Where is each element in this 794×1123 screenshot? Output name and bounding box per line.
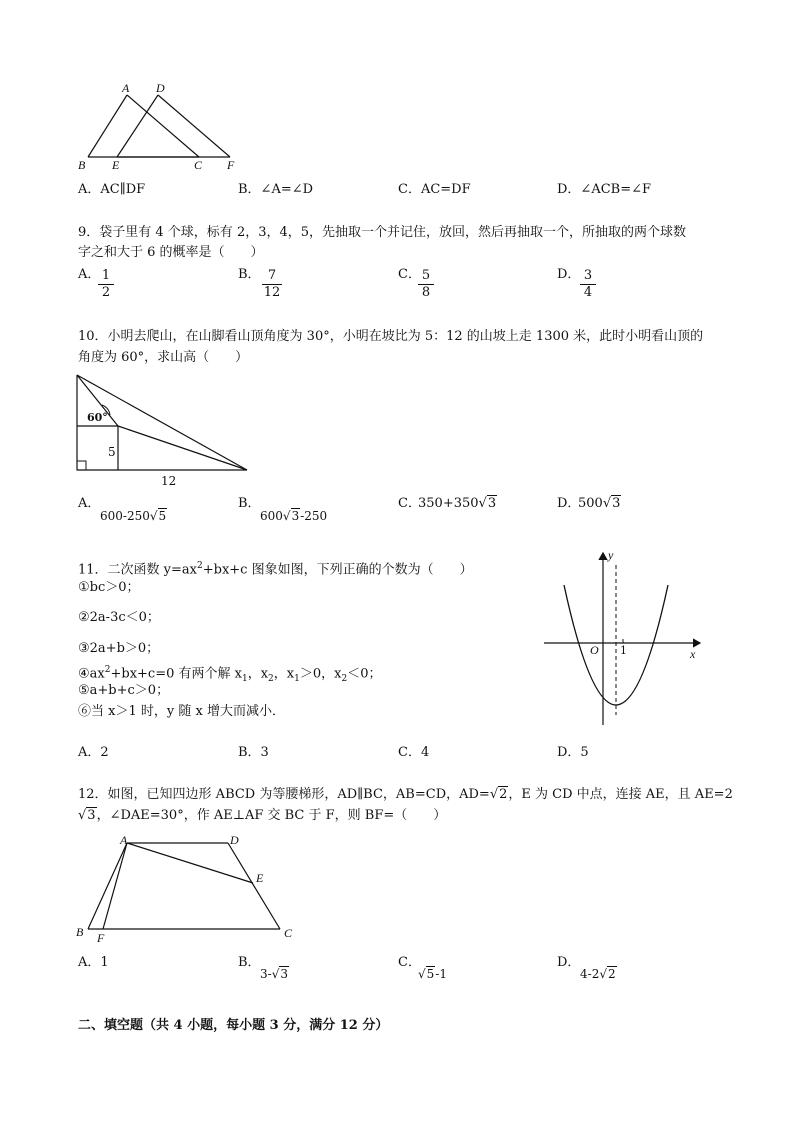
q9-a-numerator: 1: [98, 268, 114, 285]
q12-label-B: B: [76, 925, 84, 939]
q11-statement-4: $④ax^2+bx+c=0$ 有两个解 $x_1$，$x_2$，$x_1>0$，$x_2<0$；: [78, 665, 382, 684]
q11-statement-5: ⑤a+b+c＞0；: [78, 683, 170, 698]
q11-statement-3: ③2a+b＞0；: [78, 641, 160, 656]
q8-label-D: D: [156, 81, 165, 95]
q11-option-d[interactable]: D．5: [557, 745, 589, 760]
q10-b-pre: 600: [260, 509, 283, 523]
q8-label-B: B: [78, 158, 86, 172]
q12-label-A: A: [120, 833, 128, 847]
q11-option-c[interactable]: C．4: [398, 745, 430, 760]
q10-c-radicand: 3: [487, 496, 497, 511]
q10-option-d-value[interactable]: 500√3: [578, 496, 621, 511]
q9-stem-line1: 9．袋子里有 4 个球，标有 2，3，4，5，先抽取一个并记住，放回，然后再抽取一个，所抽取的两个球数: [78, 225, 687, 240]
q10-stem-line2: 角度为 60°，求山高（ ）: [78, 350, 249, 365]
q9-option-b-letter[interactable]: B．: [238, 267, 261, 282]
q9-option-c-fraction[interactable]: [418, 268, 434, 300]
q12-option-b-value[interactable]: 3-√3: [260, 967, 288, 981]
q9-option-c-letter[interactable]: C．: [398, 267, 421, 282]
q10-slope-length: 12: [161, 474, 177, 488]
q12-label-C: C: [284, 926, 293, 940]
q10-option-a-value[interactable]: 600-250√5: [100, 509, 167, 523]
q11-parabola-graph: [540, 545, 710, 730]
q12-option-b-letter[interactable]: B．: [238, 955, 261, 970]
q12-option-c-value[interactable]: √5-1: [418, 967, 447, 981]
q12-label-E: E: [256, 871, 264, 885]
q10-b-post: -250: [300, 509, 328, 523]
q12-trapezoid-figure: [80, 833, 300, 938]
q9-d-numerator: 3: [580, 268, 596, 285]
q8-label-A: A: [122, 81, 130, 95]
q9-c-denominator: 8: [421, 285, 431, 300]
q11-statement-2: ②2a-3c＜0；: [78, 610, 160, 625]
q8-option-d[interactable]: D．∠ACB=∠F: [557, 182, 652, 197]
q9-a-denominator: 2: [101, 285, 111, 300]
q8-label-E: E: [112, 158, 120, 172]
q11-statement-6: ⑥当 x＞1 时，y 随 x 增大而减小．: [78, 704, 285, 719]
q10-option-c-letter[interactable]: C．: [398, 496, 421, 511]
q10-option-a-letter[interactable]: A．: [78, 496, 101, 511]
q10-d-radicand: 3: [612, 496, 621, 511]
q11-option-a[interactable]: A．2: [78, 745, 109, 760]
q11-graph-origin-label: O: [590, 643, 599, 657]
q10-a-pre: 600-250: [100, 509, 150, 523]
q12-label-D: D: [230, 833, 239, 847]
q10-option-c-value[interactable]: 350+350√3: [418, 496, 497, 511]
q12-option-d-letter[interactable]: D．: [557, 955, 581, 970]
q8-label-C: C: [194, 158, 203, 172]
q10-c-pre: 350+350: [418, 496, 479, 511]
q9-option-a-fraction[interactable]: [98, 268, 114, 300]
q9-b-denominator: 12: [263, 285, 281, 300]
q11-graph-y-label: y: [608, 548, 614, 562]
q11-statement-1: ①bc＞0；: [78, 580, 140, 595]
q12-stem-line1: 12．如图，已知四边形 ABCD 为等腰梯形，AD∥BC，AB=CD，AD=√2，E 为 CD 中点，连接 AE，且 AE=2: [78, 787, 733, 802]
q8-option-a[interactable]: A．AC∥DF: [78, 182, 146, 197]
q12-stem-line2: √3，∠DAE=30°，作 AE⊥AF 交 BC 于 F，则 BF=（ ）: [78, 808, 447, 823]
q10-slope-height: 5: [108, 445, 116, 459]
q10-option-b-value[interactable]: 600√3-250: [260, 509, 328, 523]
q12-option-d-value[interactable]: 4-2√2: [580, 967, 616, 981]
q12-label-F: F: [97, 931, 105, 945]
q12-option-c-letter[interactable]: C．: [398, 955, 421, 970]
q8-option-c[interactable]: C．AC=DF: [398, 182, 471, 197]
q10-stem-line1: 10．小明去爬山，在山脚看山顶角度为 30°，小明在坡比为 5：12 的山坡上走 1300 米，此时小明看山顶的: [78, 329, 704, 344]
q11-graph-x-label: x: [690, 647, 696, 661]
q9-option-d-letter[interactable]: D．: [557, 267, 581, 282]
q8-label-F: F: [227, 158, 235, 172]
q10-angle-label: 60°: [87, 411, 108, 424]
q10-option-d-letter[interactable]: D．: [557, 496, 581, 511]
q9-d-denominator: 4: [583, 285, 593, 300]
q9-option-d-fraction[interactable]: [580, 268, 596, 300]
q9-option-b-fraction[interactable]: [262, 268, 282, 300]
q8-option-b[interactable]: B．∠A=∠D: [238, 182, 314, 197]
q11-option-b[interactable]: B．3: [238, 745, 269, 760]
section-2-title: 二、填空题（共 4 小题，每小题 3 分，满分 12 分）: [78, 1018, 389, 1033]
q10-b-radicand: 3: [291, 509, 300, 523]
q11-graph-one-label: 1: [620, 644, 627, 657]
q9-b-numerator: 7: [262, 268, 282, 285]
q10-option-b-letter[interactable]: B．: [238, 496, 261, 511]
q9-option-a-letter[interactable]: A．: [78, 267, 101, 282]
q11-stem: 11．二次函数 $y=ax^2+bx+c$ 图象如图，下列正确的个数为（ ）: [78, 561, 473, 578]
q9-c-numerator: 5: [418, 268, 434, 285]
q10-a-radicand: 5: [158, 509, 167, 523]
q12-option-a[interactable]: A．1: [78, 955, 109, 970]
q9-stem-line2: 字之和大于 6 的概率是（ ）: [78, 245, 264, 260]
q10-d-pre: 500: [578, 496, 603, 511]
